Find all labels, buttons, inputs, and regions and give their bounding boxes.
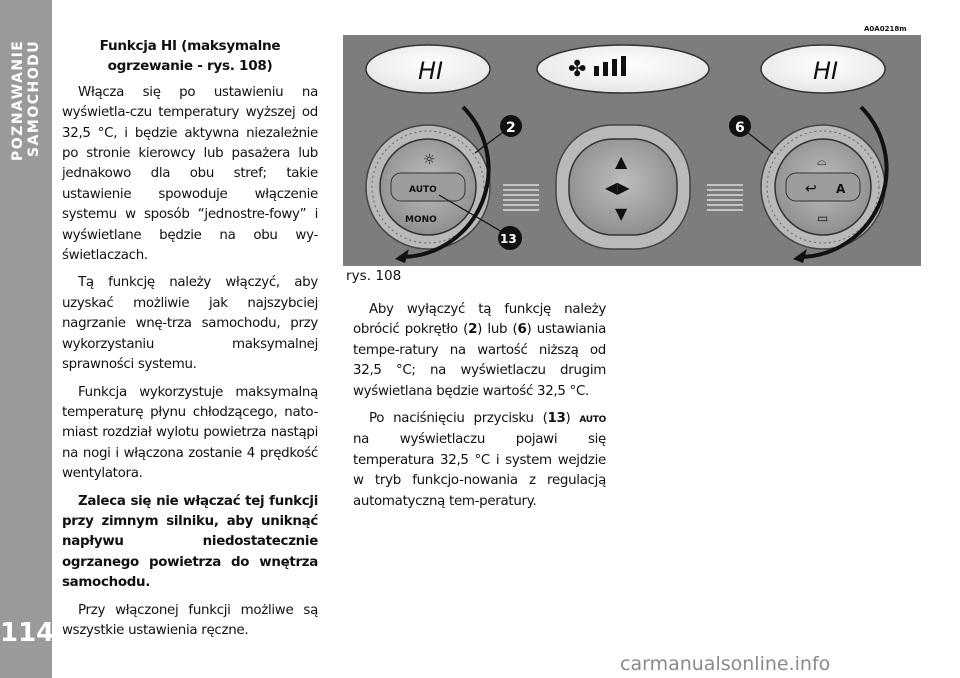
figure-code: A0A0218m <box>864 25 907 33</box>
arrow-down-icon: ▼ <box>615 204 628 223</box>
paragraph: Funkcja wykorzystuje maksymalną temperaturę płynu chłodzącego, nato-miast rozdział wylotu powietrza nastąpi na nogi i włączona zostanie 4 prędkość wentylatora. <box>62 384 318 482</box>
paragraph: Przy włączonej funkcji możliwe są wszystkie ustawienia ręczne. <box>62 602 318 638</box>
sidebar <box>0 0 55 678</box>
svg-text:✤: ✤ <box>568 57 587 82</box>
climate-control-figure <box>343 35 921 266</box>
arrow-up-icon: ▲ <box>615 152 628 171</box>
auto-a-label: A <box>836 182 846 196</box>
auto-label: AUTO <box>409 185 437 195</box>
left-display-text: HI <box>418 57 444 85</box>
right-column <box>353 300 606 519</box>
left-column <box>62 36 318 648</box>
page-number: 114 <box>0 618 55 648</box>
arrows-horizontal-icon: ◀▶ <box>605 178 630 197</box>
sun-icon: ☼ <box>423 152 436 168</box>
right-display-text: HI <box>813 57 839 85</box>
windshield-defrost-icon: ⌓ <box>817 154 827 168</box>
svg-text:2: 2 <box>506 120 516 136</box>
svg-text:13: 13 <box>500 232 517 246</box>
recirculation-icon: ↩ <box>805 181 817 197</box>
svg-text:6: 6 <box>735 120 745 136</box>
warning-paragraph: Zaleca się nie włączać tej funkcji przy zimnym silniku, aby uniknąć napływu niedostatecznie ogrzanego powietrza do wnętrza samochodu. <box>62 493 318 591</box>
figure-caption: rys. 108 <box>346 268 402 284</box>
paragraph: Tą funkcję należy włączyć, aby uzyskać możliwie jak najszybciej nagrzanie wnę-trza samochodu, przy wykorzystaniu maksymalnej sprawności systemu. <box>62 275 318 373</box>
auto-button-label: AUTO <box>579 415 606 426</box>
section-title-vertical: POZNAWANIE SAMOCHODU <box>10 40 42 162</box>
paragraph: Aby wyłączyć tą funkcję należy obrócić pokrętło (2) lub (6) ustawiania tempe-ratury na wartość niższą od 32,5 °C; na wyświetlaczu drugim wyświetlana będzie wartość 32,5 °C. <box>353 302 606 399</box>
paragraph: Włącza się po ustawieniu na wyświetla-czu temperatury wyższej od 32,5 °C, i będzie aktywna niezależnie po stronie kierowcy lub pasażera lub jednakowo dla obu stref; takie ustawienie spowoduje włączenie systemu w sposób “jednostre-fowy” i wyświetlane będzie na obu wy-świetlaczach. <box>62 84 318 264</box>
paragraph: Po naciśnięciu przycisku (13) AUTO na wyświetlaczu pojawi się temperatura 32,5 °C i system wejdzie w tryb funkcjo-nowania z regulacją automatyczną tem-peratury. <box>353 411 606 509</box>
watermark: carmanualsonline.info <box>620 653 831 675</box>
rear-defrost-icon: ▭ <box>817 211 829 225</box>
section-heading: Funkcja HI (maksymalne ogrzewanie - rys. 108) <box>99 38 281 75</box>
mono-label: MONO <box>405 215 437 225</box>
